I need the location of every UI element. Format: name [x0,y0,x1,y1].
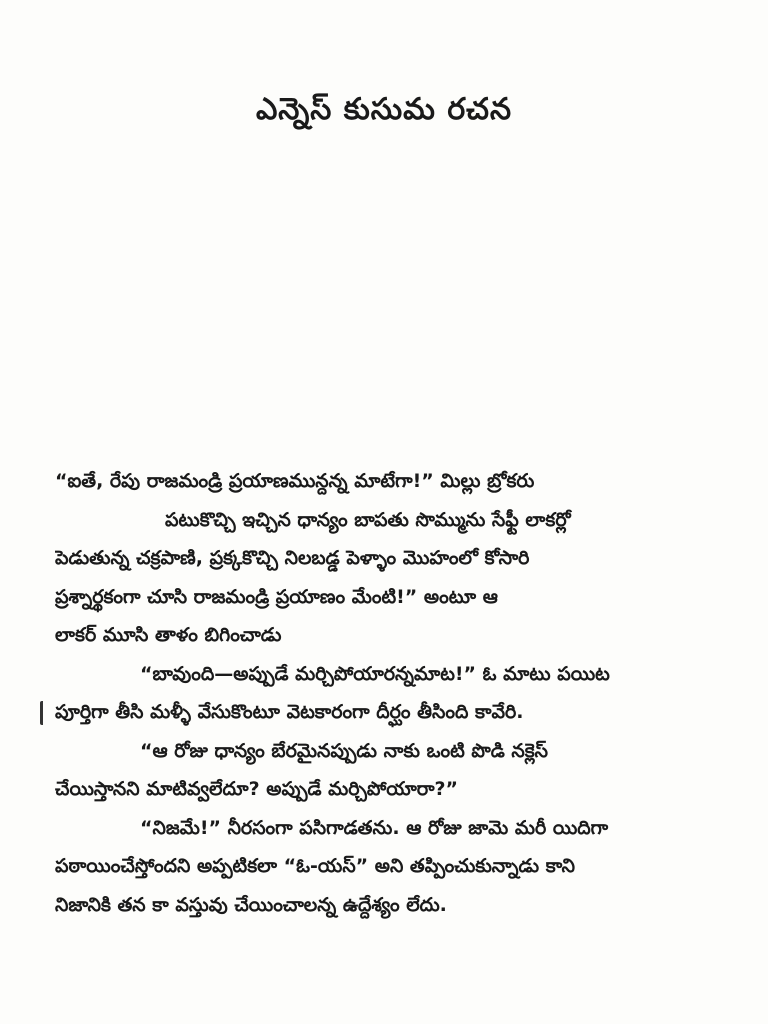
text-line: పెడుతున్న చక్రపాణి, ప్రక్కకొచ్చి నిలబడ్డ పెళ్ళాం మొహంలో కోసారి [55,547,530,569]
text-line: “ఐతే, రేపు రాజమండ్రి ప్రయాణమున్దన్న మాటేగా!” మిల్లు బ్రోకరు [55,470,535,492]
text-line: నిజానికి తన కా వస్తువు చేయించాలన్న ఉద్దేశ్యం లేదు. [55,893,447,916]
text-line: చేయిస్తానని మాటివ్వలేదూ? అప్పుడే మర్చిపోయారా?” [55,778,459,800]
text-line: పఠాయించేస్తోందని అప్పటికలా “ఓ-యస్” అని తప్పించుకున్నాడు కాని [55,855,575,877]
text-line: ప్రశ్నార్థకంగా చూసి రాజమండ్రి ప్రయాణం మేంటి!” అంటూ ఆ [55,585,498,608]
text-line: పూర్తిగా తీసి మళ్ళీ వేసుకొంటూ వెటకారంగా దీర్ఘం తీసింది కావేరి. [55,701,524,723]
text-line: లాకర్ మూసి తాళం బిగించాడు [55,624,282,646]
text-line: “బావుంది—అప్పుడే మర్చిపోయారన్నమాట!” ఓ మాటు పయిట [140,662,610,685]
text-line: “ఆ రోజు ధాన్యం బేరమైనప్పుడు నాకు ఒంటి పొడి నక్లెస్ [140,739,548,762]
text-line: పటుకొచ్చి ఇచ్చిన ధాన్యం బాపతు సొమ్మును సేఫ్టీ లాకర్లో [165,508,571,531]
text-line: “నిజమే!” నీరసంగా పసిగాడతను. ఆ రోజు జామె మరీ యిదిగా [140,816,609,839]
story-title: ఎన్నెస్ కుసుమ రచన [255,92,513,127]
story-body [55,462,725,924]
